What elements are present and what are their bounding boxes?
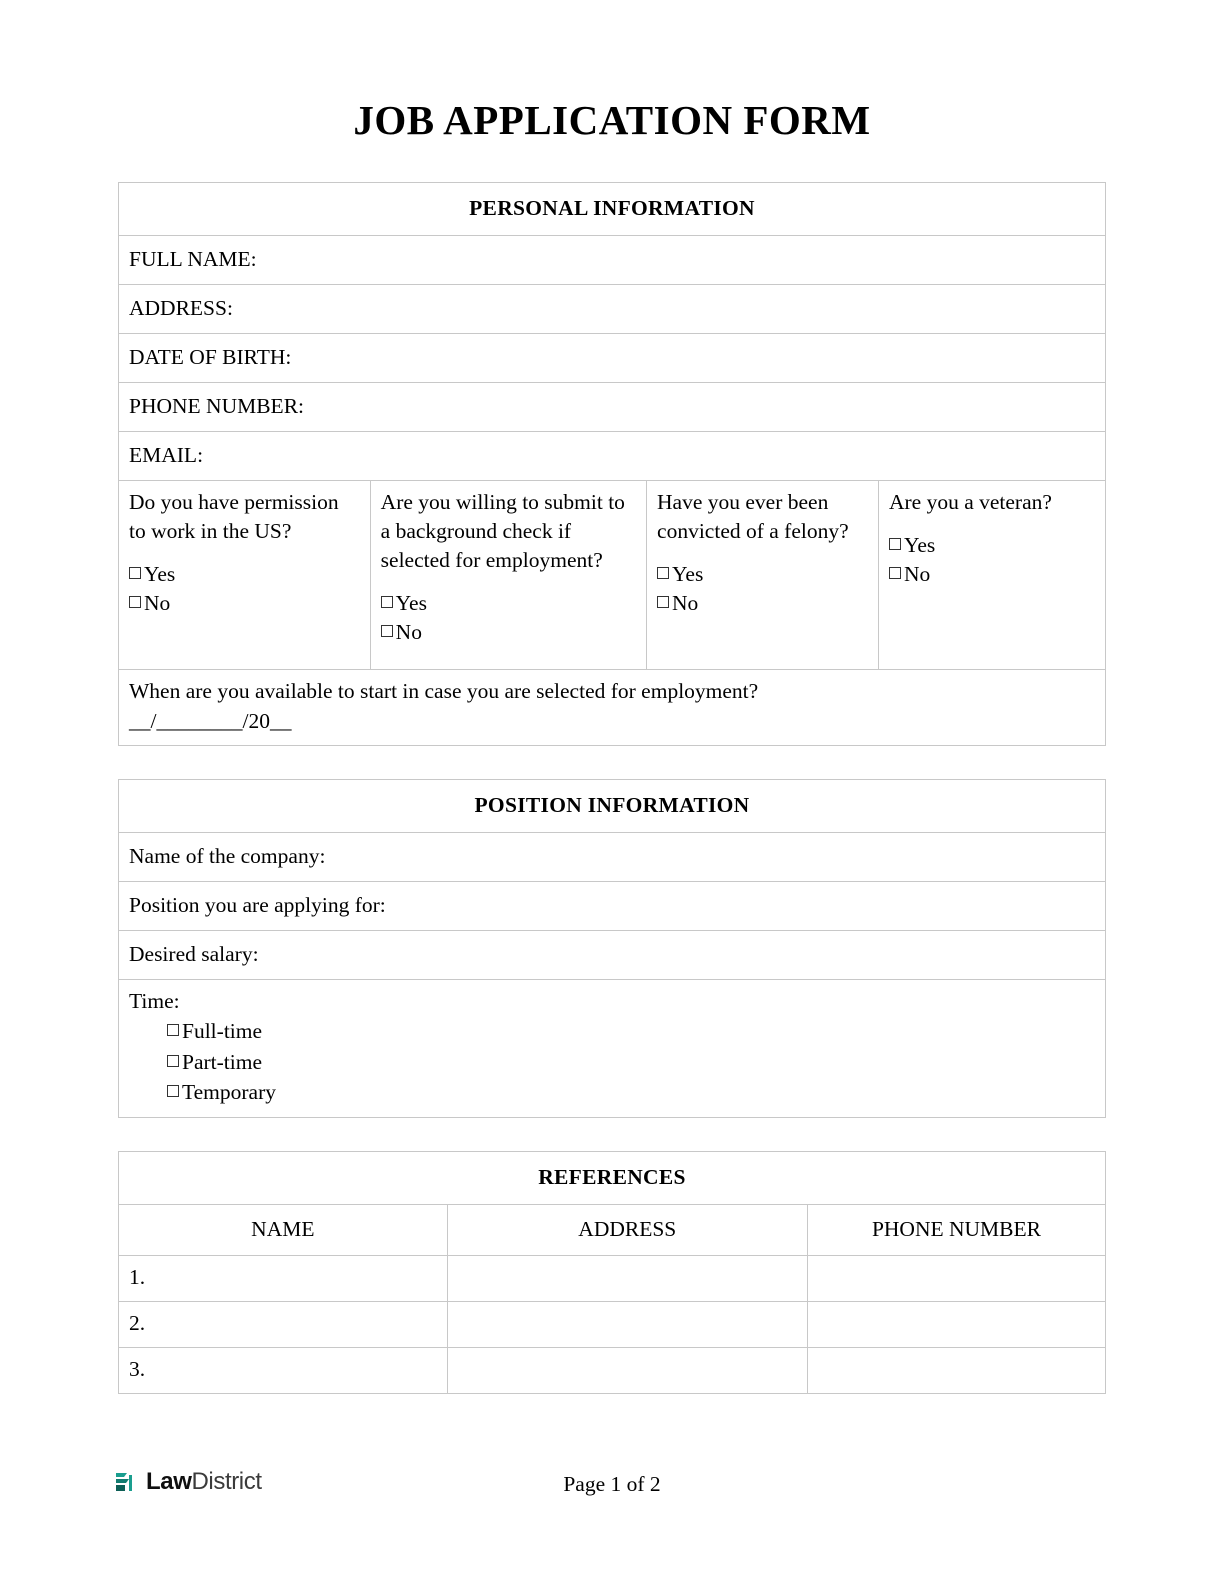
table-row: [119, 236, 1106, 285]
checkbox-label: Temporary: [182, 1080, 277, 1105]
checkbox-label: No: [144, 591, 171, 616]
checkbox-icon[interactable]: [889, 538, 901, 550]
table-row: [119, 383, 1106, 432]
table-row: [119, 1255, 1106, 1301]
section-heading-personal: PERSONAL INFORMATION: [119, 183, 1106, 236]
section-heading-references: REFERENCES: [119, 1151, 1106, 1204]
question-background-check: [370, 481, 646, 670]
checkbox-icon[interactable]: [167, 1055, 179, 1067]
reference-index-3: 3.: [119, 1347, 448, 1393]
table-row: [119, 334, 1106, 383]
availability-question: When are you available to start in case you are selected for employment?: [129, 679, 759, 704]
checkbox-temporary[interactable]: [167, 1077, 1095, 1108]
time-cell: [119, 980, 1106, 1118]
table-header-row: [119, 1204, 1106, 1255]
field-email[interactable]: EMAIL:: [119, 432, 1106, 481]
checkbox-icon[interactable]: [167, 1085, 179, 1097]
checkbox-full-time[interactable]: [167, 1016, 1095, 1047]
page-number: Page 1 of 2: [563, 1472, 661, 1496]
position-information-table: [118, 779, 1106, 1118]
page-title: JOB APPLICATION FORM: [353, 97, 871, 143]
table-row: [119, 980, 1106, 1118]
checkbox-icon[interactable]: [167, 1024, 179, 1036]
checkbox-label: Full-time: [182, 1019, 263, 1044]
table-row: [119, 481, 1106, 670]
table-row: [119, 833, 1106, 882]
logo-law-text: Law: [146, 1468, 192, 1495]
question-text: Do you have permission to work in the US?: [129, 490, 339, 544]
checkbox-label: Yes: [903, 533, 936, 558]
reference-address-1[interactable]: [447, 1255, 807, 1301]
availability-cell: [119, 670, 1106, 746]
table-row: [119, 882, 1106, 931]
personal-information-table: [118, 182, 1106, 746]
page-footer: [0, 1468, 1224, 1508]
reference-address-3[interactable]: [447, 1347, 807, 1393]
question-work-permission: [119, 481, 371, 670]
checkbox-veteran-yes[interactable]: [889, 531, 1095, 560]
checkbox-felony-yes[interactable]: [657, 560, 868, 589]
checkbox-icon[interactable]: [657, 567, 669, 579]
column-header-name: NAME: [119, 1204, 448, 1255]
question-text: Are you willing to submit to a background check if selected for employment?: [380, 490, 625, 573]
field-desired-salary[interactable]: Desired salary:: [119, 931, 1106, 980]
time-label: Time:: [129, 989, 180, 1014]
checkbox-label: No: [395, 620, 422, 645]
checkbox-label: Part-time: [182, 1049, 263, 1074]
column-header-phone-number: PHONE NUMBER: [807, 1204, 1105, 1255]
question-felony-conviction: [647, 481, 879, 670]
time-options-list: [129, 1016, 1095, 1108]
reference-index-2: 2.: [119, 1301, 448, 1347]
reference-phone-1[interactable]: [807, 1255, 1105, 1301]
table-row: [119, 1347, 1106, 1393]
reference-address-2[interactable]: [447, 1301, 807, 1347]
references-table: [118, 1151, 1106, 1394]
table-row: [119, 1301, 1106, 1347]
checkbox-felony-no[interactable]: [657, 589, 868, 618]
table-row: [119, 183, 1106, 236]
checkbox-work-permission-no[interactable]: [129, 589, 360, 618]
checkbox-label: No: [903, 562, 931, 587]
field-phone-number[interactable]: PHONE NUMBER:: [119, 383, 1106, 432]
table-row: [119, 1151, 1106, 1204]
field-date-of-birth[interactable]: DATE OF BIRTH:: [119, 334, 1106, 383]
question-veteran: [878, 481, 1105, 670]
table-row: [119, 432, 1106, 481]
logo-district-text: District: [191, 1468, 262, 1495]
checkbox-icon[interactable]: [129, 567, 141, 579]
table-row: [119, 285, 1106, 334]
question-text: Have you ever been convicted of a felony?: [657, 490, 849, 544]
checkbox-background-check-yes[interactable]: [381, 589, 636, 618]
reference-index-1: 1.: [119, 1255, 448, 1301]
checkbox-icon[interactable]: [381, 625, 393, 637]
checkbox-label: Yes: [395, 591, 427, 616]
table-row: [119, 780, 1106, 833]
checkbox-work-permission-yes[interactable]: [129, 560, 360, 589]
checkbox-icon[interactable]: [129, 596, 141, 608]
checkbox-label: No: [672, 591, 699, 616]
checkbox-label: Yes: [144, 562, 176, 587]
checkbox-icon[interactable]: [381, 596, 393, 608]
checkbox-label: Yes: [672, 562, 704, 587]
field-company-name[interactable]: Name of the company:: [119, 833, 1106, 882]
checkbox-veteran-no[interactable]: [889, 560, 1095, 589]
field-address[interactable]: ADDRESS:: [119, 285, 1106, 334]
reference-phone-3[interactable]: [807, 1347, 1105, 1393]
section-heading-position: POSITION INFORMATION: [119, 780, 1106, 833]
table-row: [119, 670, 1106, 746]
reference-phone-2[interactable]: [807, 1301, 1105, 1347]
checkbox-background-check-no[interactable]: [381, 618, 636, 647]
checkbox-part-time[interactable]: [167, 1047, 1095, 1078]
checkbox-icon[interactable]: [889, 567, 901, 579]
field-position-applying-for[interactable]: Position you are applying for:: [119, 882, 1106, 931]
table-row: [119, 931, 1106, 980]
question-text: Are you a veteran?: [888, 490, 1052, 515]
checkbox-icon[interactable]: [657, 596, 669, 608]
availability-blank[interactable]: __/________/20__: [129, 709, 292, 734]
column-header-address: ADDRESS: [447, 1204, 807, 1255]
field-full-name[interactable]: FULL NAME:: [119, 236, 1106, 285]
